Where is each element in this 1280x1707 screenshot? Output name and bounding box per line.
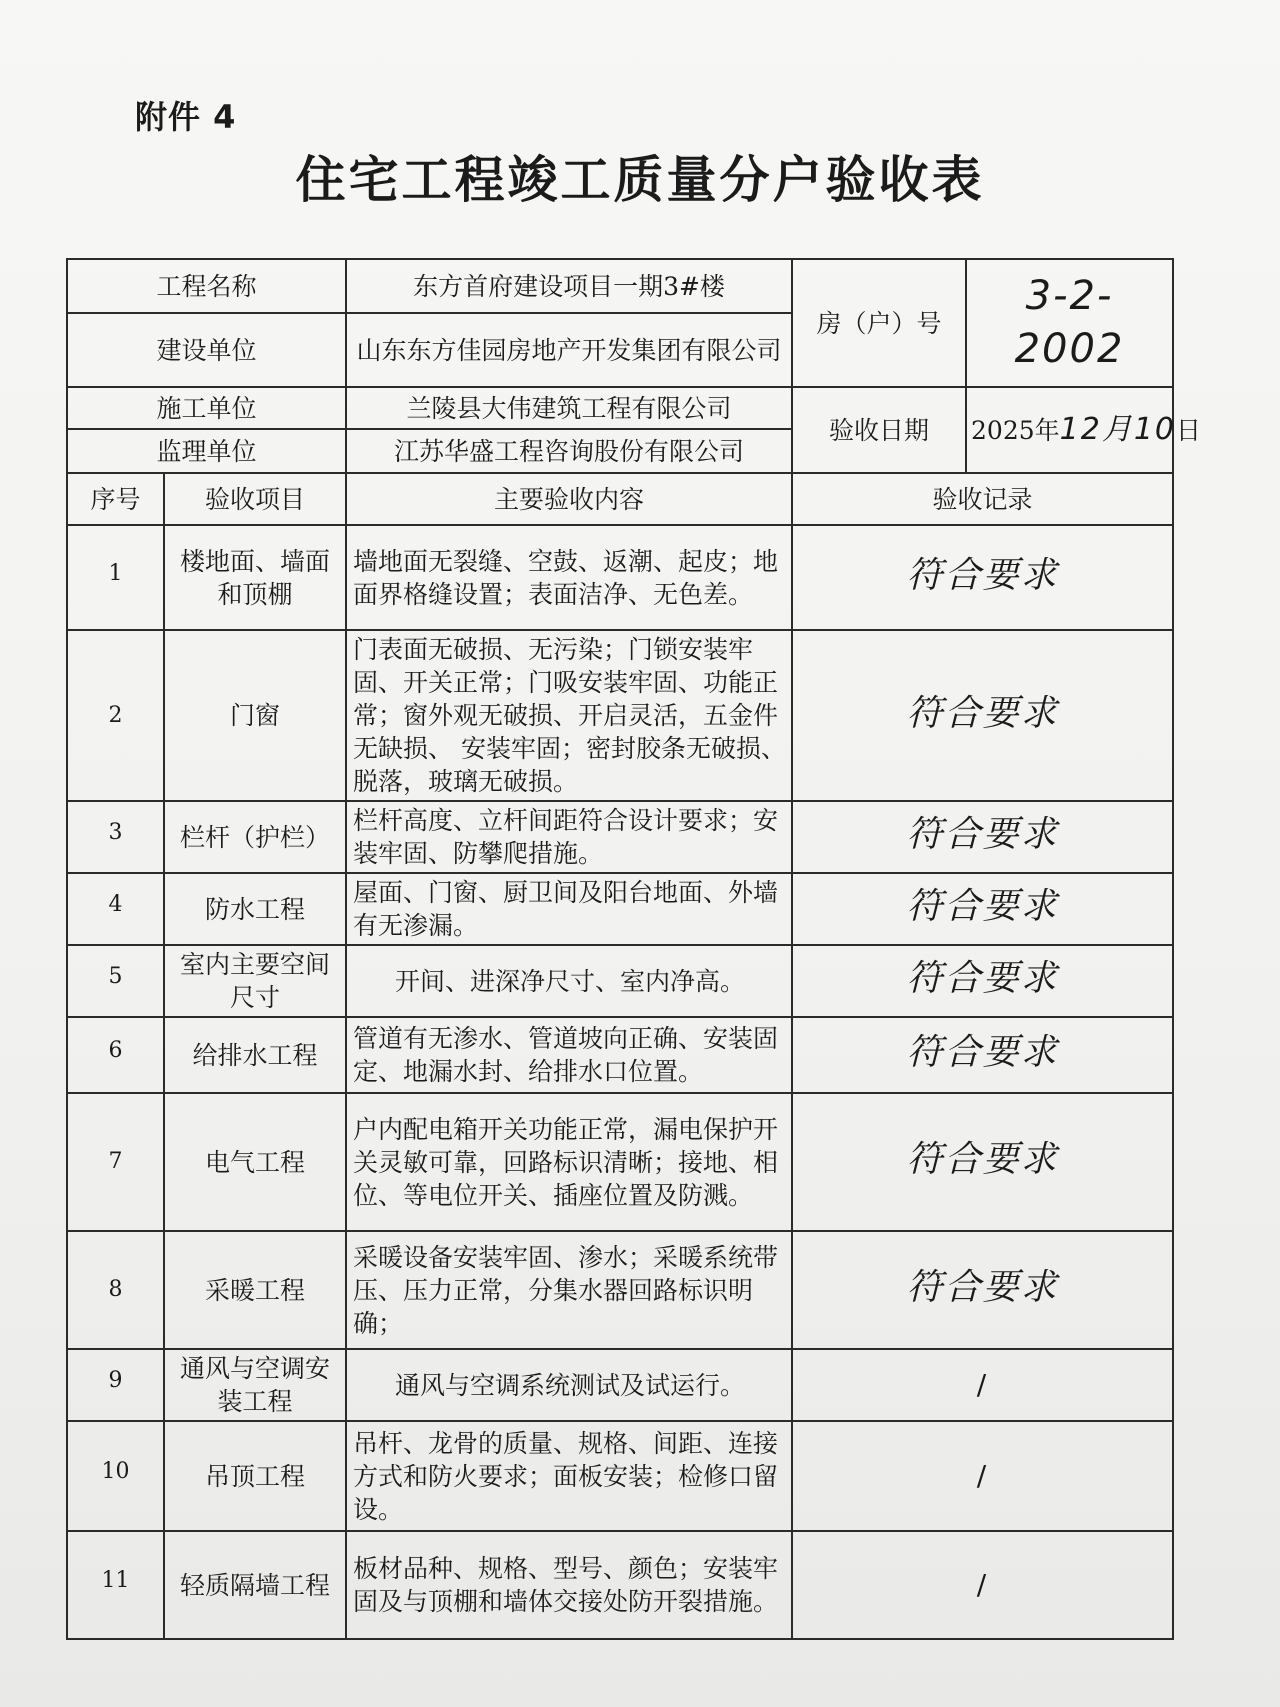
row-content: 采暖设备安装牢固、渗水；采暖系统带压、压力正常，分集水器回路标识明确； bbox=[346, 1231, 792, 1349]
row-record-handwritten: 符合要求 bbox=[792, 630, 1173, 801]
row-item: 楼地面、墙面和顶棚 bbox=[164, 525, 346, 630]
row-record-handwritten: 符合要求 bbox=[792, 1093, 1173, 1231]
table-row bbox=[67, 1349, 1173, 1421]
row-item: 给排水工程 bbox=[164, 1017, 346, 1093]
col-header-content: 主要验收内容 bbox=[346, 473, 792, 525]
row-item: 防水工程 bbox=[164, 873, 346, 945]
row-content: 管道有无渗水、管道坡向正确、安装固定、地漏水封、给排水口位置。 bbox=[346, 1017, 792, 1093]
table-row bbox=[67, 1017, 1173, 1093]
row-no: 9 bbox=[67, 1349, 164, 1421]
row-no: 8 bbox=[67, 1231, 164, 1349]
project-name-value: 东方首府建设项目一期3#楼 bbox=[346, 259, 792, 313]
row-no: 11 bbox=[67, 1531, 164, 1639]
acceptance-date-label: 验收日期 bbox=[792, 387, 966, 473]
row-item: 通风与空调安装工程 bbox=[164, 1349, 346, 1421]
row-record-handwritten: / bbox=[792, 1421, 1173, 1531]
col-header-item: 验收项目 bbox=[164, 473, 346, 525]
row-record-handwritten: / bbox=[792, 1349, 1173, 1421]
contractor-value: 兰陵县大伟建筑工程有限公司 bbox=[346, 387, 792, 429]
row-record-handwritten: 符合要求 bbox=[792, 1017, 1173, 1093]
row-content: 栏杆高度、立杆间距符合设计要求；安装牢固、防攀爬措施。 bbox=[346, 801, 792, 873]
row-record-handwritten: 符合要求 bbox=[792, 873, 1173, 945]
house-no-label: 房（户）号 bbox=[792, 259, 966, 387]
acceptance-table bbox=[66, 258, 1202, 1640]
row-item: 栏杆（护栏） bbox=[164, 801, 346, 873]
table-row bbox=[67, 525, 1173, 630]
row-content: 开间、进深净尺寸、室内净高。 bbox=[346, 945, 792, 1017]
builder-label: 建设单位 bbox=[67, 313, 346, 387]
row-content: 户内配电箱开关功能正常，漏电保护开关灵敏可靠，回路标识清晰；接地、相位、等电位开关、插座位置及防溅。 bbox=[346, 1093, 792, 1231]
table-row bbox=[67, 873, 1173, 945]
row-record-handwritten: 符合要求 bbox=[792, 525, 1173, 630]
date-year: 2025年 bbox=[971, 416, 1060, 446]
table-row bbox=[67, 1421, 1173, 1531]
row-no: 4 bbox=[67, 873, 164, 945]
table-row bbox=[67, 801, 1173, 873]
row-no: 2 bbox=[67, 630, 164, 801]
row-no: 10 bbox=[67, 1421, 164, 1531]
row-item: 采暖工程 bbox=[164, 1231, 346, 1349]
house-no-handwritten: 3-2-2002 bbox=[966, 259, 1173, 387]
row-item: 门窗 bbox=[164, 630, 346, 801]
col-header-no: 序号 bbox=[67, 473, 164, 525]
row-record-handwritten: 符合要求 bbox=[792, 801, 1173, 873]
row-item: 电气工程 bbox=[164, 1093, 346, 1231]
contractor-label: 施工单位 bbox=[67, 387, 346, 429]
row-content: 屋面、门窗、厨卫间及阳台地面、外墙有无渗漏。 bbox=[346, 873, 792, 945]
col-header-record: 验收记录 bbox=[792, 473, 1173, 525]
row-item: 吊顶工程 bbox=[164, 1421, 346, 1531]
project-name-label: 工程名称 bbox=[67, 259, 346, 313]
row-record-handwritten: 符合要求 bbox=[792, 1231, 1173, 1349]
row-content: 板材品种、规格、型号、颜色；安装牢固及与顶棚和墙体交接处防开裂措施。 bbox=[346, 1531, 792, 1639]
page-title: 住宅工程竣工质量分户验收表 bbox=[295, 151, 985, 209]
table-row bbox=[67, 945, 1173, 1017]
date-handwritten: 12月10 bbox=[1059, 412, 1176, 448]
table-row bbox=[67, 1231, 1173, 1349]
acceptance-date-value bbox=[966, 387, 1202, 473]
row-item: 轻质隔墙工程 bbox=[164, 1531, 346, 1639]
table-row bbox=[67, 1531, 1173, 1639]
row-content: 通风与空调系统测试及试运行。 bbox=[346, 1349, 792, 1421]
row-no: 7 bbox=[67, 1093, 164, 1231]
table-row bbox=[67, 630, 1173, 801]
row-content: 墙地面无裂缝、空鼓、返潮、起皮；地面界格缝设置；表面洁净、无色差。 bbox=[346, 525, 792, 630]
row-no: 1 bbox=[67, 525, 164, 630]
row-content: 门表面无破损、无污染；门锁安装牢固、开关正常；门吸安装牢固、功能正常；窗外观无破损、开启灵活，五金件无缺损、 安装牢固；密封胶条无破损、脱落，玻璃无破损。 bbox=[346, 630, 792, 801]
row-no: 6 bbox=[67, 1017, 164, 1093]
attachment-label: 附件 4 bbox=[135, 98, 237, 136]
builder-value: 山东东方佳园房地产开发集团有限公司 bbox=[346, 313, 792, 387]
row-item: 室内主要空间尺寸 bbox=[164, 945, 346, 1017]
row-record-handwritten: 符合要求 bbox=[792, 945, 1173, 1017]
row-no: 5 bbox=[67, 945, 164, 1017]
row-content: 吊杆、龙骨的质量、规格、间距、连接方式和防火要求；面板安装；检修口留设。 bbox=[346, 1421, 792, 1531]
table-row bbox=[67, 1093, 1173, 1231]
date-suffix: 日 bbox=[1176, 416, 1202, 446]
supervisor-label: 监理单位 bbox=[67, 429, 346, 473]
row-record-handwritten: / bbox=[792, 1531, 1173, 1639]
supervisor-value: 江苏华盛工程咨询股份有限公司 bbox=[346, 429, 792, 473]
row-no: 3 bbox=[67, 801, 164, 873]
